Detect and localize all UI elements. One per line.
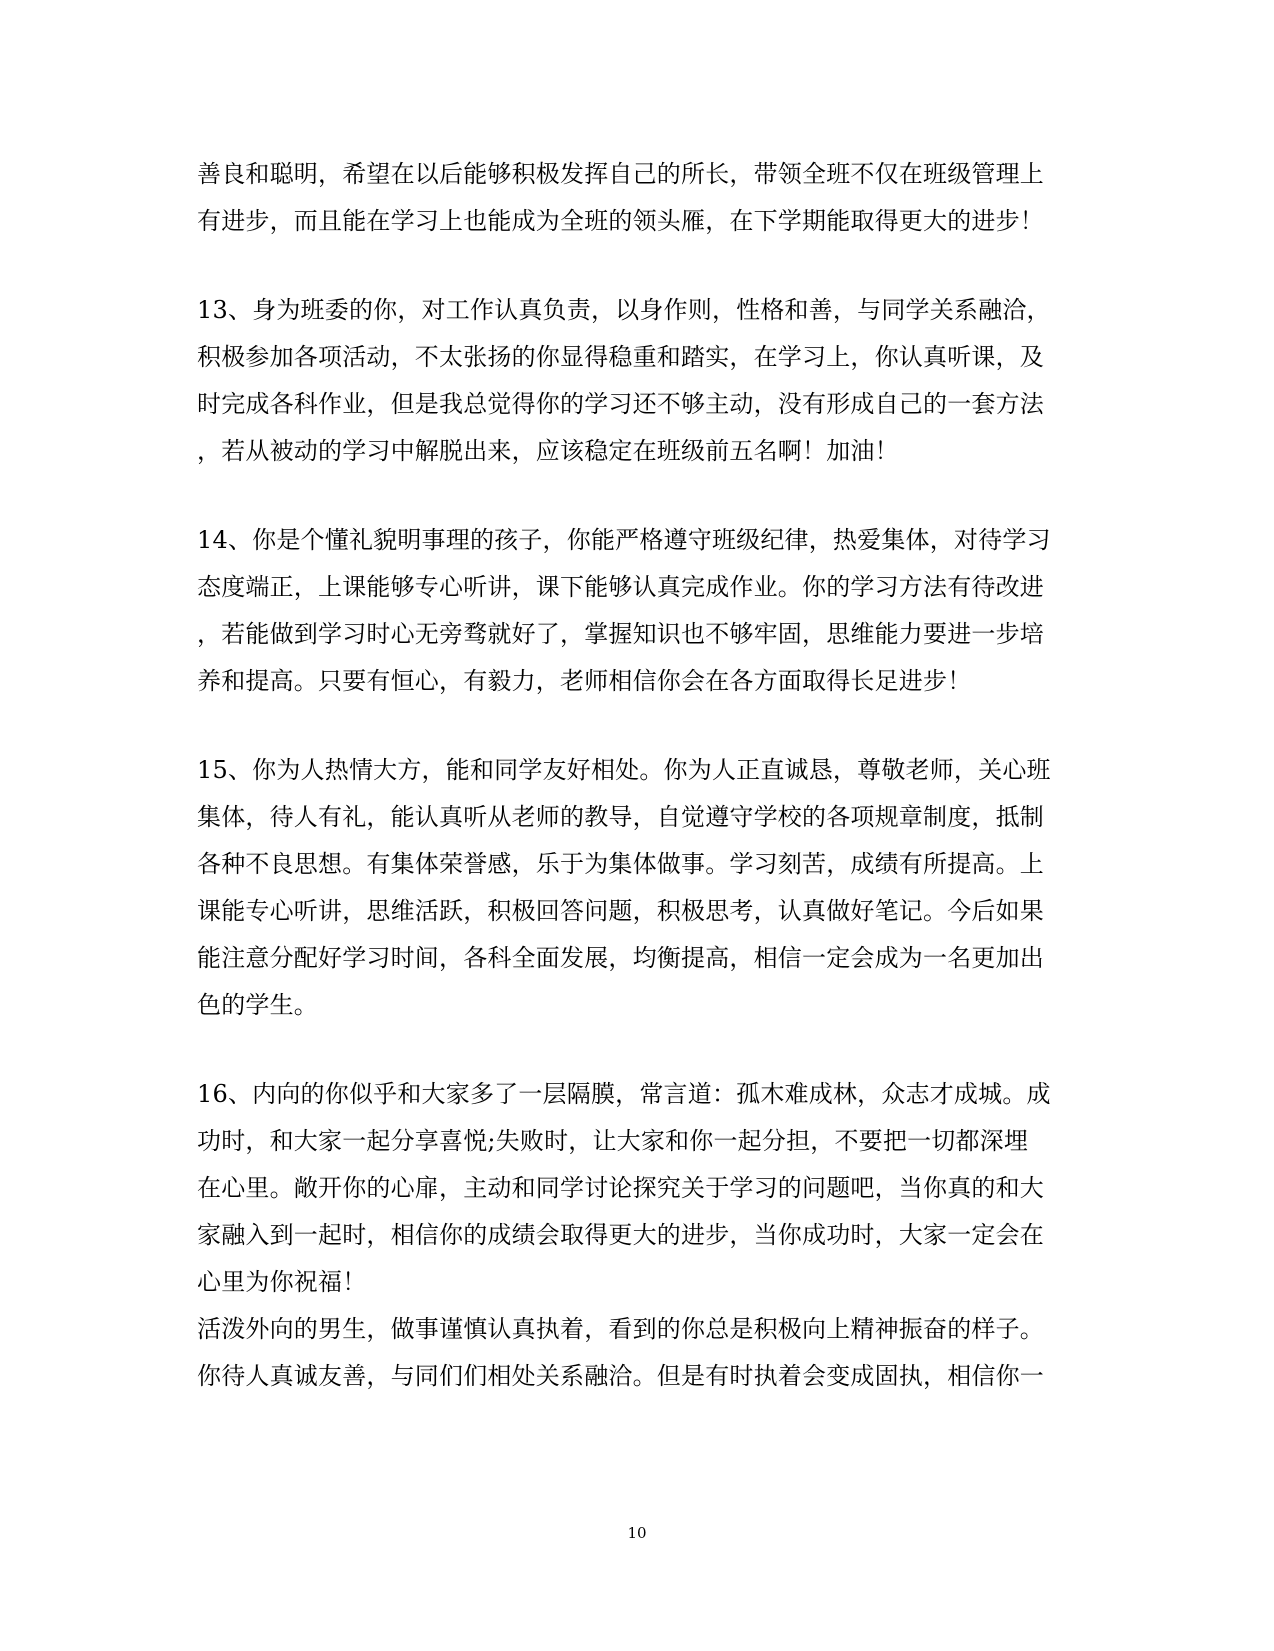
text-line: 时完成各科作业，但是我总觉得你的学习还不够主动，没有形成自己的一套方法 bbox=[197, 390, 1044, 418]
text-line: 家融入到一起时，相信你的成绩会取得更大的进步，当你成功时，大家一定会在 bbox=[197, 1221, 1044, 1249]
text-line: 有进步，而且能在学习上也能成为全班的领头雁，在下学期能取得更大的进步！ bbox=[197, 207, 1044, 235]
text-line: 集体，待人有礼，能认真听从老师的教导，自觉遵守学校的各项规章制度，抵制 bbox=[197, 803, 1044, 831]
text-line: 14、你是个懂礼貌明事理的孩子，你能严格遵守班级纪律，热爱集体，对待学习 bbox=[197, 526, 1051, 554]
text-line: 16、内向的你似乎和大家多了一层隔膜，常言道：孤木难成林，众志才成城。成 bbox=[197, 1080, 1051, 1108]
text-line: 养和提高。只要有恒心，有毅力，老师相信你会在各方面取得长足进步！ bbox=[197, 667, 972, 695]
page-number: 10 bbox=[627, 1524, 647, 1542]
text-line: 课能专心听讲，思维活跃，积极回答问题，积极思考，认真做好笔记。今后如果 bbox=[197, 897, 1044, 925]
text-line: ，若从被动的学习中解脱出来，应该稳定在班级前五名啊！加油！ bbox=[197, 437, 899, 465]
text-line: 活泼外向的男生，做事谨慎认真执着，看到的你总是积极向上精神振奋的样子。 bbox=[197, 1315, 1044, 1343]
text-line: 心里为你祝福！ bbox=[197, 1268, 367, 1296]
text-line: 13、身为班委的你，对工作认真负责，以身作则，性格和善，与同学关系融洽， bbox=[197, 296, 1051, 324]
text-line: 功时，和大家一起分享喜悦;失败时，让大家和你一起分担，不要把一切都深埋 bbox=[197, 1127, 1029, 1155]
text-line: 善良和聪明，希望在以后能够积极发挥自己的所长，带领全班不仅在班级管理上 bbox=[197, 160, 1044, 188]
text-line: 能注意分配好学习时间，各科全面发展，均衡提高，相信一定会成为一名更加出 bbox=[197, 944, 1044, 972]
text-line: 在心里。敞开你的心扉，主动和同学讨论探究关于学习的问题吧，当你真的和大 bbox=[197, 1174, 1044, 1202]
text-line: ，若能做到学习时心无旁骛就好了，掌握知识也不够牢固，思维能力要进一步培 bbox=[197, 620, 1044, 648]
text-line: 色的学生。 bbox=[197, 991, 318, 1019]
text-line: 态度端正，上课能够专心听讲，课下能够认真完成作业。你的学习方法有待改进 bbox=[197, 573, 1044, 601]
text-line: 各种不良思想。有集体荣誉感，乐于为集体做事。学习刻苦，成绩有所提高。上 bbox=[197, 850, 1044, 878]
text-line: 15、你为人热情大方，能和同学友好相处。你为人正直诚恳，尊敬老师，关心班 bbox=[197, 756, 1051, 784]
text-line: 积极参加各项活动，不太张扬的你显得稳重和踏实，在学习上，你认真听课，及 bbox=[197, 343, 1044, 371]
text-line: 你待人真诚友善，与同们们相处关系融洽。但是有时执着会变成固执，相信你一 bbox=[197, 1362, 1044, 1390]
